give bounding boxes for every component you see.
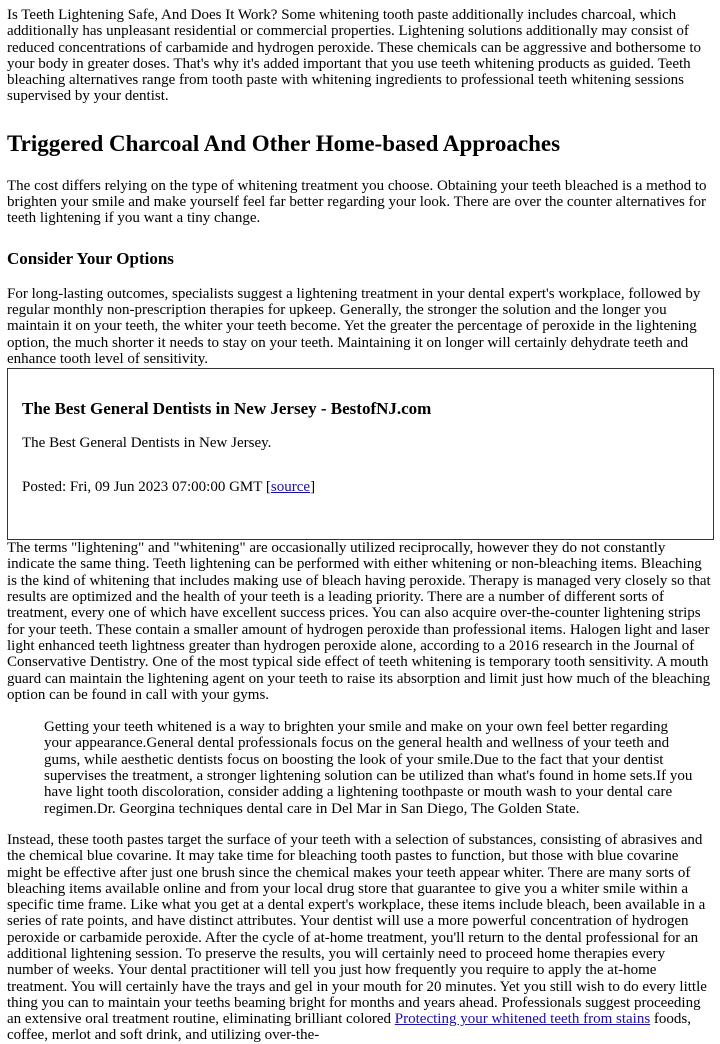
news-card-description: The Best General Dentists in New Jersey. [22, 435, 272, 452]
cost-paragraph: The cost differs relying on the type of whitening treatment you choose. Obtaining your teeth bleached is a method to brighten your smile and make yourself feel far better regarding your look. There are over the counter alternatives for teeth lightening if you want a tiny change. [7, 177, 707, 227]
final-text-after-link: foods, coffee, merlot and soft drink, and utilizing over-the- [7, 1011, 691, 1044]
quote-block: Getting your teeth whitened is a way to brighten your smile and make on your own feel better regarding your appearance.General dental professionals focus on the general health and wellness of your teeth and gums, while aesthetic dentists focus on boosting the look of your smile.Due to the fact that your dentist supervises the treatment, a stronger lightening solution can be utilized than what's found in home sets.If you have light tooth discoloration, consider adding a lightening toothpaste or mouth wash to your dental care regimen.Dr. Georgina techniques dental care in Del Mar in San Diego, The Golden State. [44, 719, 693, 817]
news-card-posted [22, 479, 699, 495]
source-link[interactable]: source [270, 479, 311, 496]
posted-suffix: ] [310, 479, 316, 496]
options-paragraph: For long-lasting outcomes, specialists suggest a lightening treatment in your dental expert's workplace, followed by regular monthly non-prescription therapies for upkeep. Generally, the stronger the solution and the longer you maintain it on your teeth, the whiter your teeth become. Yet the greater the percentage of peroxide in the lightening option, the much shorter it needs to stay on your teeth. Maintaining it on longer will certainly dehydrate teeth and enhance tooth level of sensitivity. [7, 285, 701, 367]
final-text-before-link: Instead, these tooth pastes target the surface of your teeth with a selection of substances, consisting of abrasives and the chemical blue covarine. It may take time for bleaching tooth pastes to function, but those with blue covarine might be effective after just one brush since the chemical makes your teeth appear whiter. There are many sorts of bleaching items available online and from your local drug store that guarantee to give you a whiter smile within a specific time frame. Like what you get at a dental expert's workplace, these items include bleach, been available in a series of rate points, and have distinct attributes. Your dentist will use a more powerful concentration of hydrogen peroxide or carbamide peroxide. After the cycle of at-home treatment, you'll return to the dental professional for an additional lightening session. To preserve the results, you will certainly need to proceed home therapies every number of weeks. Your dental practitioner will tell you just how frequently you require to apply the at-home treatment. You will certainly have the trays and gel in your mouth for 20 minutes. Yet you still wish to do every little thing you can to maintain your teeths beaming bright for months and years ahead. Professionals suggest proceeding an extensive oral treatment routine, eliminating brilliant colored [7, 831, 707, 1028]
intro-paragraph: Is Teeth Lightening Safe, And Does It Work? Some whitening tooth paste additionally includes charcoal, which additionally has unpleasant residential or commercial properties. Lightening solutions additionally may consist of reduced concentrations of carbamide and hydrogen peroxide. These chemicals can be aggressive and bothersome to your body in greater doses. That's why it's added important that you use teeth whitening products as guided. Teeth bleaching alternatives range from tooth paste with whitening ingredients to professional teeth whitening sessions supervised by your dentist. [7, 7, 702, 105]
section-heading-options: Consider Your Options [7, 248, 174, 268]
news-card [7, 368, 714, 540]
final-paragraph [0, 817, 720, 1044]
protecting-teeth-link[interactable]: Protecting your whitened teeth from stains [394, 1011, 651, 1028]
terms-paragraph: The terms "lightening" and "whitening" are occasionally utilized reciprocally, however they do not constantly indicate the same thing. Teeth lightening can be performed with either whitening or non-bleaching items. Bleaching is the kind of whitening that includes making use of bleach having peroxide. Therapy is managed very closely so that results are optimized and the health of your teeth is a leading priority. There are a number of different sorts of treatment, every one of which have excellent success prices. You can also acquire over-the-counter lightening strips for your teeth. These contain a smaller amount of hydrogen peroxide than professional items. Halogen light and laser light enhanced teeth lightness greater than hydrogen peroxide alone, according to a 2016 research in the Journal of Conservative Dentistry. One of the most typical side effect of teeth whitening is temporary tooth sensitivity. A mouth guard can maintain the lightening agent on your teeth to raise its absorption and limit just how much of the bleaching option can be found in call with your gyms. [7, 540, 711, 703]
section-heading-charcoal: Triggered Charcoal And Other Home-based Approaches [7, 130, 561, 156]
news-card-title: The Best General Dentists in New Jersey - BestofNJ.com [22, 399, 432, 419]
posted-prefix: Posted: Fri, 09 Jun 2023 07:00:00 GMT [ [22, 479, 271, 496]
